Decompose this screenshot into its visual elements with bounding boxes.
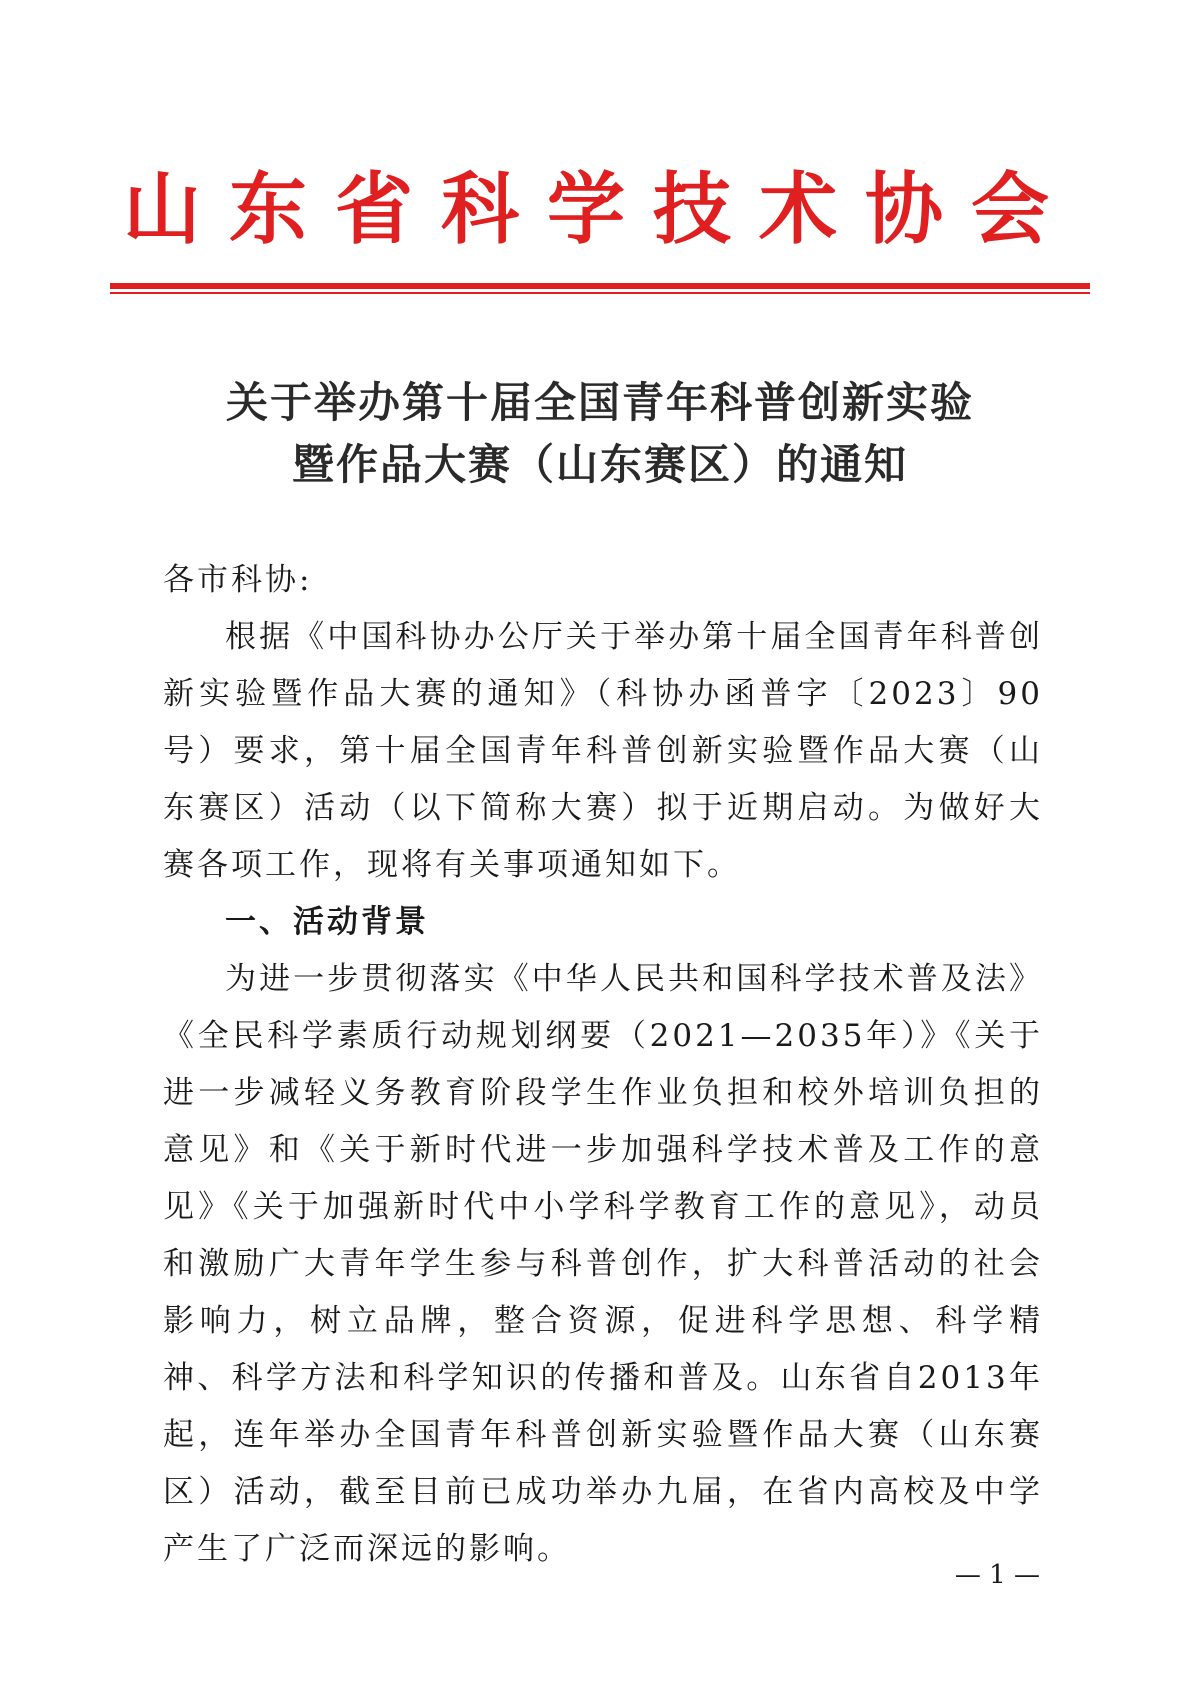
document-body — [163, 552, 1043, 1578]
header-divider-thick — [110, 283, 1090, 289]
document-title — [110, 372, 1090, 496]
header-divider-thin — [110, 292, 1090, 294]
section-heading-background: 一、活动背景 — [225, 904, 429, 940]
document-title-line-1: 关于举办第十届全国青年科普创新实验 — [225, 378, 974, 427]
salutation: 各市科协: — [163, 562, 313, 598]
page-number: — 1 — — [954, 1560, 1040, 1590]
paragraph-background: 为进一步贯彻落实《中华人民共和国科学技术普及法》《全民科学素质行动规划纲要（2021—2035年）》《关于进一步减轻义务教育阶段学生作业负担和校外培训负担的意见》和《关于新时代进一步加强科学技术普及工作的意见》《关于加强新时代中小学科学教育工作的意见》，动员和激励广大青年学生参与科普创作，扩大科普活动的社会影响力，树立品牌，整合资源，促进科学思想、科学精神、科学方法和科学知识的传播和普及。山东省自2013年起，连年举办全国青年科普创新实验暨作品大赛（山东赛区）活动，截至目前已成功举办九届，在省内高校及中学产生了广泛而深远的影响。 — [163, 961, 1043, 1567]
document-title-line-2: 暨作品大赛（山东赛区）的通知 — [291, 440, 908, 489]
organization-header: 山东省科学技术协会 — [122, 165, 1077, 255]
paragraph-intro: 根据《中国科协办公厅关于举办第十届全国青年科普创新实验暨作品大赛的通知》（科协办函普字〔2023〕90号）要求，第十届全国青年科普创新实验暨作品大赛（山东赛区）活动（以下简称大赛）拟于近期启动。为做好大赛各项工作，现将有关事项通知如下。 — [163, 619, 1043, 883]
